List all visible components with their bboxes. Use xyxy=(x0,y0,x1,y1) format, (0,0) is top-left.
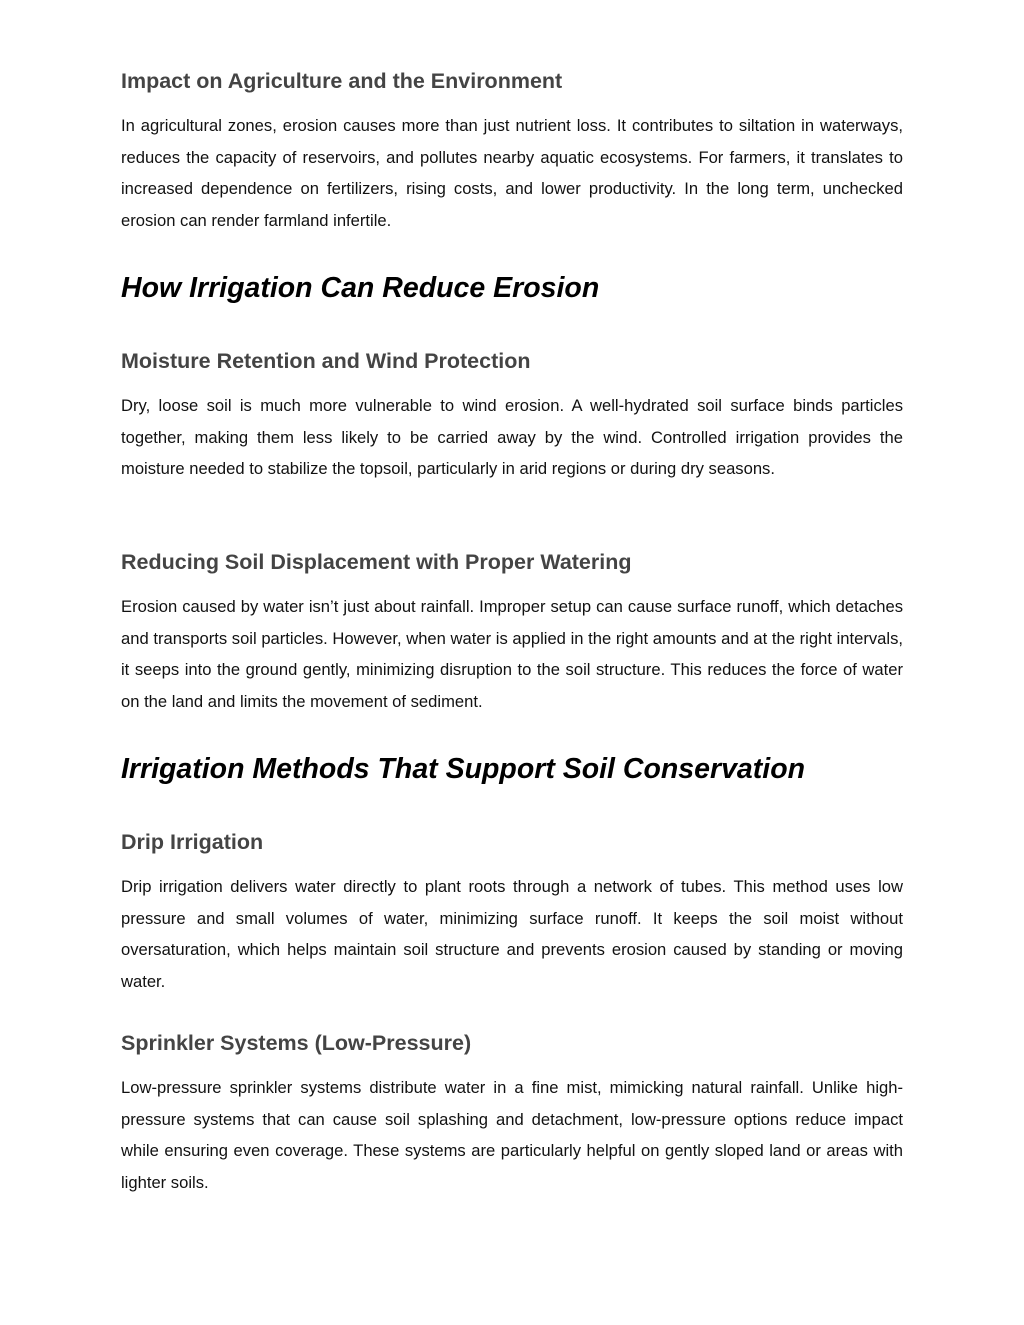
heading-drip-irrigation: Drip Irrigation xyxy=(121,830,264,854)
paragraph-sprinkler-systems: Low-pressure sprinkler systems distribute water in a fine mist, mimicking natural rainfall. Unlike high-pressure systems that can cause soil splashing and detachment, low-pressure options reduce impact while ensuring even coverage. These systems are particularly helpful on gently sloped land or areas with lighter soils. xyxy=(121,1078,903,1193)
paragraph-moisture-retention: Dry, loose soil is much more vulnerable to wind erosion. A well-hydrated soil surface binds particles together, making them less likely to be carried away by the wind. Controlled irrigation provides the moisture needed to stabilize the topsoil, particularly in arid regions or during dry seasons. xyxy=(121,396,903,479)
paragraph-impact-on-agriculture: In agricultural zones, erosion causes more than just nutrient loss. It contributes to siltation in waterways, reduces the capacity of reservoirs, and pollutes nearby aquatic ecosystems. For farmers, it translates to increased dependence on fertilizers, rising costs, and lower productivity. In the long term, unchecked erosion can render farmland infertile. xyxy=(121,116,903,231)
paragraph-reducing-soil-displacement: Erosion caused by water isn’t just about rainfall. Improper setup can cause surface runoff, which detaches and transports soil particles. However, when water is applied in the right amounts and at the right intervals, it seeps into the ground gently, minimizing disruption to the soil structure. This reduces the force of water on the land and limits the movement of sediment. xyxy=(121,597,903,712)
heading-how-irrigation-can-reduce-erosion: How Irrigation Can Reduce Erosion xyxy=(121,272,600,304)
heading-sprinkler-systems: Sprinkler Systems (Low-Pressure) xyxy=(121,1031,472,1055)
heading-irrigation-methods: Irrigation Methods That Support Soil Conservation xyxy=(121,753,806,785)
heading-impact-on-agriculture: Impact on Agriculture and the Environment xyxy=(121,69,563,93)
heading-reducing-soil-displacement: Reducing Soil Displacement with Proper Watering xyxy=(121,550,632,574)
paragraph-drip-irrigation: Drip irrigation delivers water directly to plant roots through a network of tubes. This method uses low pressure and small volumes of water, minimizing surface runoff. It keeps the soil moist without oversaturation, which helps maintain soil structure and prevents erosion caused by standing or moving water. xyxy=(121,877,903,992)
heading-moisture-retention: Moisture Retention and Wind Protection xyxy=(121,349,531,373)
